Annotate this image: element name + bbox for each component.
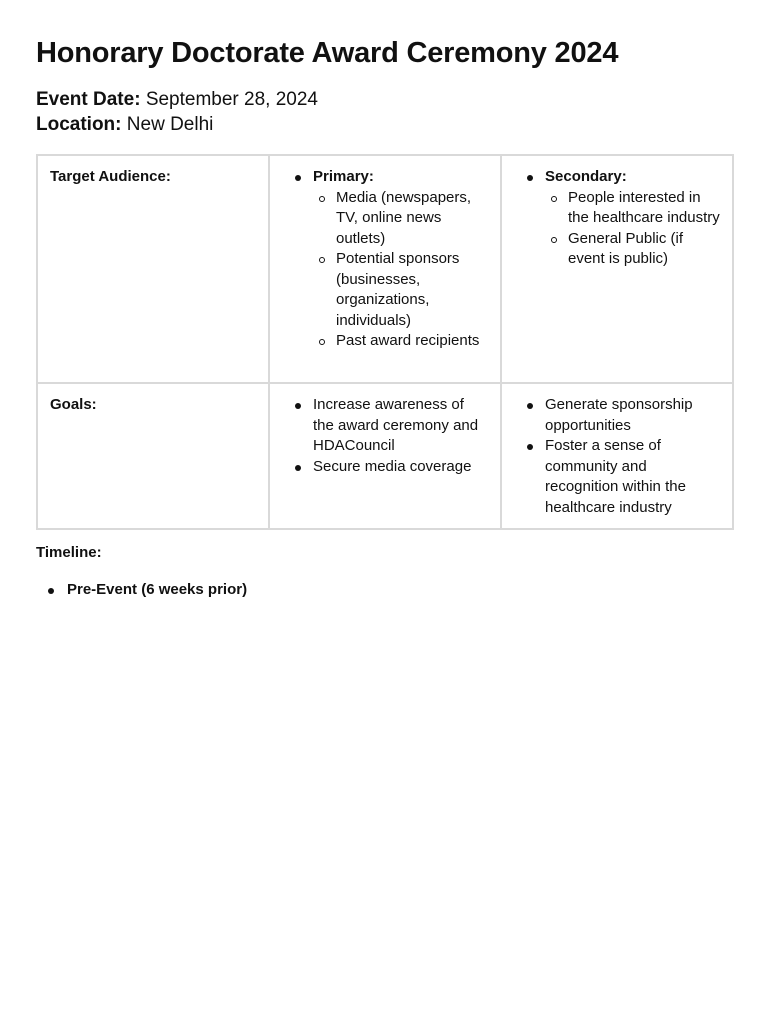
primary-audience-cell <box>269 155 501 383</box>
bullet-icon <box>527 403 533 409</box>
timeline-item-text: Pre-Event (6 weeks prior) <box>67 581 248 598</box>
timeline-list <box>36 580 247 600</box>
list-item-text: Media (newspapers, TV, online news outlets) <box>336 188 472 247</box>
goals-header: Goals: <box>37 383 269 529</box>
list-item-text: Secure media coverage <box>313 457 472 475</box>
goals-row <box>37 383 733 529</box>
list-item <box>514 395 720 436</box>
circle-bullet-icon <box>319 339 325 345</box>
circle-bullet-icon <box>319 196 325 202</box>
bullet-icon <box>527 175 533 181</box>
bullet-icon <box>295 465 301 471</box>
document-title: Honorary Doctorate Award Ceremony 2024 <box>36 37 619 69</box>
list-item <box>514 167 720 270</box>
list-item <box>282 457 488 478</box>
list-item-text: Generate sponsorship opportunities <box>545 396 693 434</box>
bullet-icon <box>295 175 301 181</box>
secondary-audience-cell <box>501 155 733 383</box>
goals-cell-1 <box>269 383 501 529</box>
secondary-audience-list <box>514 167 720 270</box>
location-label: Location: <box>36 114 122 135</box>
plan-table <box>36 154 734 530</box>
goals-list-1 <box>282 395 488 477</box>
location-line <box>36 112 318 137</box>
list-item <box>282 167 488 352</box>
list-item <box>313 331 488 352</box>
target-audience-header: Target Audience: <box>37 155 269 383</box>
event-date-line <box>36 87 318 112</box>
circle-bullet-icon <box>551 196 557 202</box>
bullet-icon <box>527 444 533 450</box>
goals-list-2 <box>514 395 720 518</box>
list-item-text: Foster a sense of community and recognition within the healthcare industry <box>545 437 686 516</box>
list-item-text: Potential sponsors (businesses, organizations, individuals) <box>336 250 460 329</box>
bullet-icon <box>295 403 301 409</box>
timeline-item <box>36 580 247 600</box>
secondary-sublist <box>545 188 720 270</box>
list-item-text: People interested in the healthcare industry <box>568 188 720 226</box>
event-date-value: September 28, 2024 <box>145 89 318 110</box>
list-item <box>514 436 720 518</box>
list-item <box>313 249 488 331</box>
list-item <box>545 188 720 229</box>
list-item-text: Past award recipients <box>336 332 480 349</box>
primary-audience-list <box>282 167 488 352</box>
secondary-heading: Secondary: <box>545 168 627 185</box>
event-date-label: Event Date: <box>36 89 141 110</box>
list-item <box>313 188 488 250</box>
bullet-icon <box>48 588 54 594</box>
list-item <box>282 395 488 457</box>
circle-bullet-icon <box>319 257 325 263</box>
event-meta <box>36 87 318 137</box>
list-item <box>545 229 720 270</box>
target-audience-row <box>37 155 733 383</box>
list-item-text: General Public (if event is public) <box>568 229 684 267</box>
goals-cell-2 <box>501 383 733 529</box>
primary-sublist <box>313 188 488 352</box>
circle-bullet-icon <box>551 237 557 243</box>
location-value: New Delhi <box>126 114 214 135</box>
timeline-label: Timeline: <box>36 544 102 561</box>
primary-heading: Primary: <box>313 168 374 185</box>
list-item-text: Increase awareness of the award ceremony and HDACouncil <box>313 396 479 454</box>
